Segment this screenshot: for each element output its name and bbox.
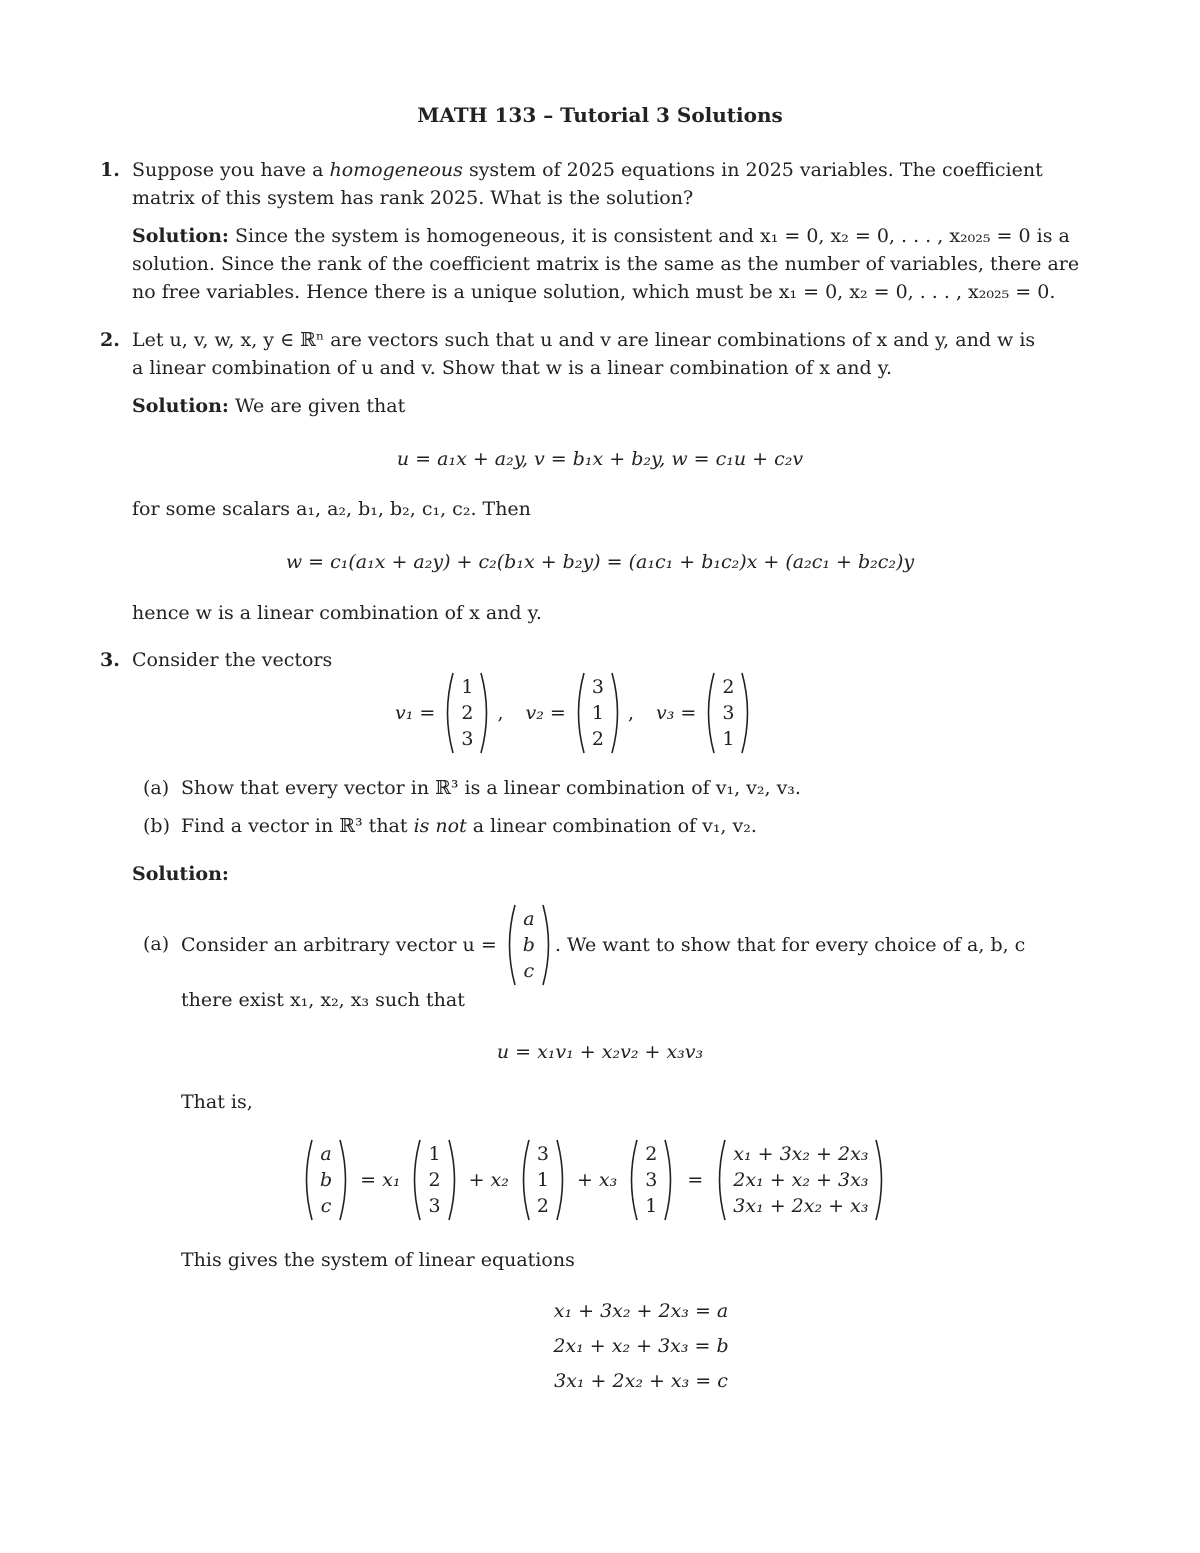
v2-vector: 3 1 2 [572, 671, 624, 755]
q1-solution-line1: Solution: Since the system is homogeneous, it is consistent and x₁ = 0, x₂ = 0, . . . , x₂₀₂₅ = 0 is a [132, 225, 1070, 247]
combined-vector: x₁ + 3x₂ + 2x₃ 2x₁ + x₂ + 3x₃ 3x₁ + 2x₂ + x₃ [713, 1138, 888, 1222]
abc-vector: a b c [300, 1138, 352, 1222]
q3-sol-a-label: (a) [143, 933, 170, 955]
q3-part-a-label: (a) [143, 777, 170, 799]
q2-line2: a linear combination of u and v. Show that w is a linear combination of x and y. [132, 357, 892, 379]
v1-vector: 1 2 3 [441, 671, 493, 755]
q1-solution-line2: solution. Since the rank of the coefficient matrix is the same as the number of variables, there are [132, 253, 1080, 275]
v1-label: v₁ = [395, 701, 436, 724]
v2-label: v₂ = [525, 701, 566, 724]
q2-equation-2: w = c₁(a₁x + a₂y) + c₂(b₁x + b₂y) = (a₁c₁ + b₁c₂)x + (a₂c₁ + b₂c₂)y [285, 551, 915, 573]
q2-number: 2. [100, 329, 120, 351]
q1-number: 1. [100, 159, 120, 181]
q3-vectors: v₁ = 1 2 3 , v₂ = 3 1 2 , v₃ = 2 3 1 [395, 671, 754, 755]
q1-line2: matrix of this system has rank 2025. What is the solution? [132, 187, 694, 209]
q1-line1: Suppose you have a homogeneous system of 2025 equations in 2025 variables. The coefficient [132, 159, 1043, 181]
q3-that-is: That is, [181, 1091, 253, 1113]
q2-solution-line1: Solution: We are given that [132, 395, 406, 417]
q1-solution-line3: no free variables. Hence there is a unique solution, which must be x₁ = 0, x₂ = 0, . . . , x₂₀₂₅ = 0. [132, 281, 1056, 303]
q3-big-equation: a b c = x₁ 1 2 3 + x₂ 3 1 2 + x₃ 2 3 1 = x₁ + 3x₂ + 2x₃ 2x₁ + x₂ + 3x₃ 3x₁ + 2x₂ + x₃ [300, 1138, 888, 1222]
v3-vector: 2 3 1 [702, 671, 754, 755]
big-v2-vector: 3 1 2 [517, 1138, 569, 1222]
q2-solution-line2: for some scalars a₁, a₂, b₁, b₂, c₁, c₂. Then [132, 498, 531, 520]
q2-solution-line3: hence w is a linear combination of x and y. [132, 602, 542, 624]
q3-part-b-text: Find a vector in ℝ³ that is not a linear combination of v₁, v₂. [181, 815, 757, 837]
system-eq-1: x₁ + 3x₂ + 2x₃ = a [553, 1300, 729, 1322]
q2-line1: Let u, v, w, x, y ∈ ℝⁿ are vectors such that u and v are linear combinations of x and y, and w is [132, 329, 1036, 351]
q3-system-intro: This gives the system of linear equations [181, 1249, 575, 1271]
page-title: MATH 133 – Tutorial 3 Solutions [417, 103, 783, 127]
system-eq-2: 2x₁ + x₂ + 3x₃ = b [553, 1335, 729, 1357]
q3-line1: Consider the vectors [132, 649, 333, 671]
q3-equation-u: u = x₁v₁ + x₂v₂ + x₃v₃ [496, 1041, 704, 1063]
q3-sol-a-line1: Consider an arbitrary vector u = a b c . We want to show that for every choice of a, b, c [181, 903, 1025, 987]
q3-solution-label: Solution: [132, 863, 229, 885]
big-v1-vector: 1 2 3 [408, 1138, 460, 1222]
system-eq-3: 3x₁ + 2x₂ + x₃ = c [554, 1370, 728, 1392]
big-v3-vector: 2 3 1 [625, 1138, 677, 1222]
q3-part-a-text: Show that every vector in ℝ³ is a linear combination of v₁, v₂, v₃. [181, 777, 801, 799]
q3-number: 3. [100, 649, 120, 671]
q3-part-b-label: (b) [143, 815, 170, 837]
u-vector: a b c [503, 903, 555, 987]
v3-label: v₃ = [656, 701, 697, 724]
q2-equation-1: u = a₁x + a₂y, v = b₁x + b₂y, w = c₁u + c₂v [396, 448, 804, 470]
q3-sol-a-line2: there exist x₁, x₂, x₃ such that [181, 989, 465, 1011]
